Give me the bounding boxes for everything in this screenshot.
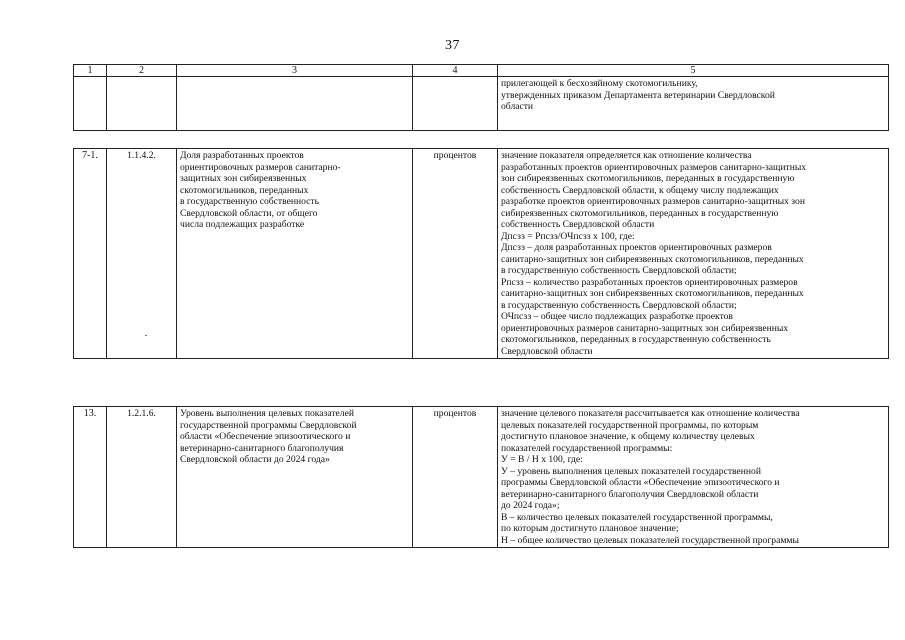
continuation-formula-cell	[498, 77, 889, 131]
indicator-row	[74, 407, 889, 548]
formula-line: Свердловской области	[501, 345, 593, 357]
indicator-row	[74, 149, 889, 359]
indicator-name-line: Уровень выполнения целевых показателей	[180, 408, 354, 419]
formula-line: до 2024 года»;	[501, 500, 560, 511]
formula-line: разработке проектов ориентировочных размеров санитарно-защитных зон	[501, 196, 805, 207]
column-header-2: 2	[107, 65, 177, 77]
indicator-name-line: Свердловской области, от общего	[180, 207, 318, 219]
column-header-3: 3	[177, 65, 413, 77]
formula-line: Дпсзз = Рпсзз/ОЧпсзз x 100, где:	[501, 230, 635, 242]
column-header-5: 5	[498, 65, 889, 77]
row-code: 1.2.1.6.	[107, 407, 177, 548]
column-header-1: 1	[74, 65, 107, 77]
row-number: 13.	[74, 407, 107, 548]
indicator-name-line: в государственную собственность	[180, 196, 319, 207]
formula-cell	[498, 407, 889, 548]
indicator-name-line: ветеринарно-санитарного благополучия	[180, 442, 344, 454]
indicator-name-line: Свердловской области до 2024 года»	[180, 454, 330, 465]
formula-cell	[498, 149, 889, 359]
formula-line: достигнуто плановое значение, к общему количеству целевых	[501, 431, 755, 442]
formula-line: санитарно-защитных зон сибиреязвенных скотомогильников, переданных	[501, 253, 804, 265]
formula-line: в государственную собственность Свердловской области;	[501, 265, 737, 276]
column-header-4: 4	[413, 65, 498, 77]
formula-line: показателей государственной программы:	[501, 442, 673, 454]
indicator-name-cell	[177, 149, 413, 359]
formula-line: У = В / Н x 100, где:	[501, 454, 583, 465]
unit-cell: процентов	[413, 407, 498, 548]
scan-speck	[145, 335, 147, 336]
formula-line: по которым достигнуто плановое значение;	[501, 523, 679, 534]
formula-line: Рпсзз – количество разработанных проектов ориентировочных размеров	[501, 276, 798, 288]
indicator-name-line: области «Обеспечение эпизоотического и	[180, 431, 351, 442]
formula-line: сибиреязвенных скотомогильников, переданных в государственную	[501, 207, 779, 219]
row-code: 1.1.4.2.	[107, 149, 177, 359]
indicator-name-line: числа подлежащих разработке	[180, 219, 305, 230]
formula-line: ОЧпсзз – общее число подлежащих разработке проектов	[501, 311, 733, 322]
continuation-cell-2	[107, 77, 177, 131]
formula-line: собственность Свердловской области, к общему числу подлежащих	[501, 184, 779, 196]
formula-line: В – количество целевых показателей государственной программы,	[501, 511, 773, 523]
formula-line: ветеринарно-санитарного благополучия Свердловской области	[501, 488, 759, 500]
continuation-cell-1	[74, 77, 107, 131]
indicator-name-line: государственной программы Свердловской	[180, 419, 357, 431]
formula-line: санитарно-защитных зон сибиреязвенных скотомогильников, переданных	[501, 288, 804, 299]
indicator-name-line: Доля разработанных проектов	[180, 150, 304, 161]
column-header-row	[74, 65, 889, 77]
indicator-table-13	[73, 406, 889, 548]
continuation-cell-3	[177, 77, 413, 131]
formula-line: скотомогильников, переданных в государственную собственность	[501, 334, 771, 345]
formula-line: в государственную собственность Свердловской области;	[501, 299, 737, 311]
continuation-table	[73, 64, 889, 131]
indicator-name-line: защитных зон сибиреязвенных	[180, 173, 307, 184]
formula-line: программы Свердловской области «Обеспечение эпизоотического и	[501, 477, 780, 488]
formula-line: значение показателя определяется как отношение количества	[501, 150, 752, 161]
formula-line: разработанных проектов ориентировочных размеров санитарно-защитных	[501, 161, 807, 173]
continuation-line: утвержденных приказом Департамента ветеринарии Свердловской	[501, 89, 775, 101]
continuation-line: области	[501, 101, 534, 112]
formula-line: ориентировочных размеров санитарно-защитных зон сибиреязвенных	[501, 322, 789, 334]
continuation-cell-4	[413, 77, 498, 131]
formula-line: целевых показателей государственной программы, по которым	[501, 419, 759, 431]
continuation-line: прилегающей к бесхозяйному скотомогильнику,	[501, 78, 698, 89]
formula-line: зон сибиреязвенных скотомогильников, переданных в государственную	[501, 173, 795, 184]
formula-line: У – уровень выполнения целевых показателей государственной	[501, 465, 761, 477]
indicator-table-7-1	[73, 148, 889, 359]
indicator-name-cell	[177, 407, 413, 548]
page-number: 37	[445, 38, 460, 53]
formula-line: Дпсзз – доля разработанных проектов ориентировочных размеров	[501, 242, 772, 253]
indicator-name-line: ориентировочных размеров санитарно-	[180, 161, 341, 173]
indicator-name-line: скотомогильников, переданных	[180, 184, 309, 196]
unit-cell: процентов	[413, 149, 498, 359]
formula-line: значение целевого показателя рассчитывается как отношение количества	[501, 408, 800, 419]
row-number: 7-1.	[74, 149, 107, 359]
formula-line: собственность Свердловской области	[501, 219, 655, 230]
formula-line: Н – общее количество целевых показателей государственной программы	[501, 534, 799, 546]
continuation-row	[74, 77, 889, 131]
